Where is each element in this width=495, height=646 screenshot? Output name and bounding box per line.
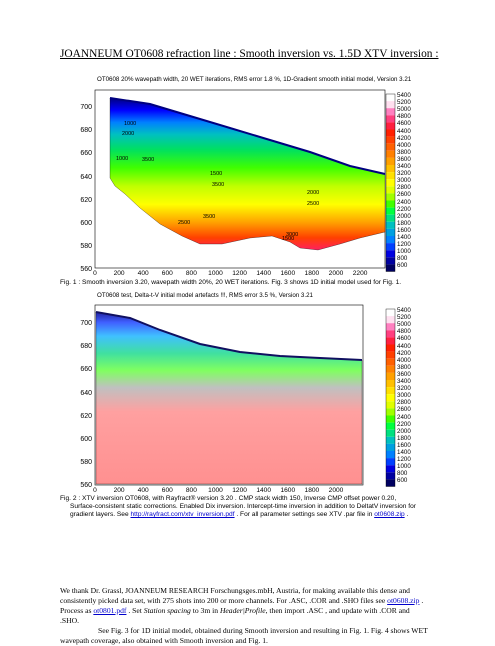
fig2-y-tick-label: 700 <box>80 320 92 327</box>
colorbar-swatch <box>386 201 395 208</box>
fig1-x-tick-label: 800 <box>185 270 197 277</box>
colorbar-swatch <box>386 144 395 151</box>
body-text <box>60 586 480 646</box>
colorbar-swatch <box>386 172 395 179</box>
fig1-colorbar-label: 3200 <box>397 170 411 178</box>
fig2-y-tick-label: 580 <box>80 459 92 467</box>
colorbar-swatch <box>386 352 395 359</box>
fig2-x-tick-label: 1600 <box>280 487 296 494</box>
fig2-colorbar-label: 2600 <box>397 406 411 414</box>
fig1-contour-label: 2500 <box>178 220 191 226</box>
fig2-colorbar-label: 2800 <box>397 399 411 407</box>
fig1-x-tick-label: 0 <box>93 270 97 277</box>
colorbar-swatch <box>386 401 395 408</box>
colorbar-swatch <box>386 373 395 380</box>
fig1-contour-label: 3500 <box>212 182 225 188</box>
colorbar-swatch <box>386 359 395 366</box>
colorbar-swatch <box>386 236 395 243</box>
fig2-title: OT0608 test, Delta-t-V initial model artefacts !!!, RMS error 3.5 %, Version 3.21 <box>97 292 313 299</box>
colorbar-swatch <box>386 222 395 229</box>
fig1-contour-label: 2500 <box>307 201 320 207</box>
colorbar-swatch <box>386 408 395 415</box>
fig2-colorbar-label: 800 <box>397 470 408 478</box>
fig2-x-tick-label: 1400 <box>256 487 272 494</box>
fig2-colorbar-label: 1000 <box>397 463 411 471</box>
fig1-colorbar-label: 4200 <box>397 134 411 142</box>
fig2-colorbar-label: 2200 <box>397 420 411 428</box>
ot0608-zip-link-2[interactable]: ot0608.zip <box>387 596 420 605</box>
colorbar-swatch <box>386 257 395 264</box>
paragraph-line: .SHO. <box>60 616 79 625</box>
ot0801-pdf-link[interactable]: ot0801.pdf <box>93 606 127 615</box>
colorbar-swatch <box>386 479 395 486</box>
fig1-x-tick-label: 400 <box>137 270 149 277</box>
caption-text: . For all parameter settings see XTV .par file in <box>234 511 375 518</box>
colorbar-swatch <box>386 330 395 337</box>
fig1-colorbar <box>386 94 395 272</box>
page-title: JOANNEUM OT0608 refraction line : Smooth inversion vs. 1.5D XTV inversion : <box>60 48 439 60</box>
fig1-y-tick-label: 660 <box>80 150 92 158</box>
fig2-x-tick-label: 400 <box>137 487 149 494</box>
colorbar-swatch <box>386 122 395 129</box>
fig2-colorbar-label: 4400 <box>397 342 411 350</box>
colorbar-swatch <box>386 380 395 387</box>
fig1-colorbar-label: 4000 <box>397 141 411 149</box>
colorbar-swatch <box>386 229 395 236</box>
paragraph-line: See Fig. 3 for 1D initial model, obtained during Smooth inversion and resulting in Fig. 1. Fig. 4 shows WET <box>98 626 428 635</box>
fig1-x-tick-label: 2000 <box>328 270 344 277</box>
text-run: Process as <box>60 606 94 615</box>
text-run: consistently picked data set, with 275 shots into 200 or more channels. For .ASC, .COR and .SHO files see <box>60 596 388 605</box>
colorbar-swatch <box>386 472 395 479</box>
fig2-y-tick-label: 660 <box>80 366 92 374</box>
colorbar-swatch <box>386 416 395 423</box>
colorbar-swatch <box>386 130 395 137</box>
fig2-colorbar-label: 5200 <box>397 314 411 322</box>
text-run: . <box>419 596 424 605</box>
fig1-x-tick-label: 1200 <box>232 270 247 277</box>
text-run: Header|Profile <box>219 606 266 615</box>
fig1-contour-label: 3000 <box>286 232 299 238</box>
fig1-colorbar-label: 1400 <box>397 234 411 241</box>
paragraph-line: wavepath coverage, also obtained with Smooth inversion and Fig. 1. <box>60 636 268 645</box>
fig2-x-tick-label: 600 <box>161 487 173 494</box>
fig1-colorbar-label: 800 <box>397 255 408 263</box>
fig2-colorbar-label: 1800 <box>397 434 411 442</box>
colorbar-swatch <box>386 215 395 222</box>
colorbar-swatch <box>386 243 395 250</box>
colorbar-swatch <box>386 451 395 458</box>
colorbar-swatch <box>386 115 395 122</box>
colorbar-swatch <box>386 309 395 316</box>
fig1-colorbar-label: 2000 <box>397 212 411 220</box>
fig1-colorbar-label: 2800 <box>397 184 411 192</box>
colorbar-swatch <box>386 250 395 257</box>
fig1-title: OT0608 20% wavepath width, 20 WET iterations, RMS error 1.8 %, 1D-Gradient smooth initial model, Version 3.21 <box>97 76 412 83</box>
fig2-x-tick-label: 200 <box>113 487 125 494</box>
fig2-colorbar-label: 2400 <box>397 413 411 421</box>
colorbar-swatch <box>386 137 395 144</box>
fig2-caption-line-3 <box>70 511 480 519</box>
fig1-colorbar-label: 3400 <box>397 163 411 170</box>
colorbar-swatch <box>386 208 395 215</box>
fig1-x-tick-label: 2200 <box>352 270 368 277</box>
fig1-colorbar-label: 3600 <box>397 155 411 163</box>
xtv-inversion-link[interactable]: http://rayfract.com/xtv_inversion.pdf <box>130 511 235 518</box>
fig1-colorbar-label: 1600 <box>397 226 411 234</box>
fig1-y-tick-label: 580 <box>80 243 92 251</box>
fig1-x-tick-label: 600 <box>161 270 173 277</box>
paragraph-line <box>60 606 480 616</box>
fig2-colorbar <box>386 309 395 487</box>
fig2-colorbar-label: 600 <box>397 477 408 485</box>
fig1-colorbar-label: 2200 <box>397 205 411 213</box>
fig1-colorbar-label: 3800 <box>397 148 411 156</box>
fig1-colorbar-label: 2600 <box>397 191 411 199</box>
fig1-x-tick-label: 1800 <box>304 270 320 277</box>
colorbar-swatch <box>386 94 395 101</box>
fig1-y-tick-label: 700 <box>80 104 92 111</box>
fig1-y-tick-label: 640 <box>80 173 92 181</box>
colorbar-swatch <box>386 151 395 158</box>
colorbar-swatch <box>386 186 395 193</box>
fig1-colorbar-label: 1200 <box>397 241 411 249</box>
fig1-colorbar-label: 4600 <box>397 120 411 128</box>
text-run: . Set <box>126 606 144 615</box>
fig1-contour-label: 1000 <box>116 156 129 162</box>
colorbar-swatch <box>386 179 395 186</box>
fig1-x-tick-label: 1000 <box>208 270 223 277</box>
fig1-contour-label: 2000 <box>307 190 320 196</box>
fig2-colorbar-label: 3800 <box>397 363 411 371</box>
colorbar-swatch <box>386 316 395 323</box>
fig2-colorbar-label: 3400 <box>397 378 411 385</box>
fig2-y-tick-label: 680 <box>80 343 92 351</box>
fig1-contour-label: 1500 <box>210 171 223 177</box>
fig2-colorbar-label: 4800 <box>397 328 411 336</box>
fig2-colorbar-label: 3600 <box>397 370 411 378</box>
fig2-colorbar-label: 3200 <box>397 385 411 393</box>
fig1-contour-label: 3500 <box>142 157 155 163</box>
colorbar-swatch <box>386 264 395 271</box>
fig2-colorbar-label: 4000 <box>397 356 411 364</box>
colorbar-swatch <box>386 165 395 172</box>
fig1-contour-label: 3500 <box>203 214 216 220</box>
fig1-x-tick-label: 200 <box>113 270 125 277</box>
fig1-y-tick-label: 600 <box>80 220 92 227</box>
fig2-x-tick-label: 2000 <box>328 487 344 494</box>
fig2-colorbar-label: 2000 <box>397 427 411 435</box>
fig2-y-tick-label: 600 <box>80 436 92 443</box>
fig1-colorbar-label: 5200 <box>397 99 411 107</box>
colorbar-swatch <box>386 465 395 472</box>
caption-text: gradient layers. See <box>70 511 131 518</box>
text-run: to 3m in <box>190 606 220 615</box>
fig1-contour-label: 1000 <box>124 121 137 127</box>
fig1-colorbar-label: 3000 <box>397 177 411 185</box>
fig2-x-tick-label: 800 <box>185 487 197 494</box>
fig1-colorbar-label: 1800 <box>397 219 411 227</box>
fig2-y-tick-label: 620 <box>80 412 92 420</box>
text-run: Station spacing <box>143 606 191 615</box>
fig2-y-tick-label: 640 <box>80 389 92 397</box>
fig1-x-tick-label: 1400 <box>256 270 272 277</box>
colorbar-swatch <box>386 430 395 437</box>
fig2-colorbar-label: 1400 <box>397 449 411 456</box>
colorbar-swatch <box>386 458 395 465</box>
fig2-colorbar-label: 4600 <box>397 335 411 343</box>
colorbar-swatch <box>386 444 395 451</box>
fig1-contour-label: 1500 <box>282 236 295 242</box>
fig1-y-tick-label: 560 <box>80 266 92 274</box>
fig2-x-tick-label: 1800 <box>304 487 320 494</box>
fig1-colorbar-label: 1000 <box>397 248 411 256</box>
fig1-y-tick-label: 680 <box>80 127 92 135</box>
fig1-y-tick-label: 620 <box>80 196 92 204</box>
colorbar-swatch <box>386 423 395 430</box>
fig1-caption: Fig. 1 : Smooth inversion 3.20, wavepath width 20%, 20 WET iterations. Fig. 3 shows 1D initial model used for Fig. 1. <box>60 279 402 286</box>
fig2-x-tick-label: 1200 <box>232 487 247 494</box>
paragraph-line <box>60 596 480 606</box>
colorbar-swatch <box>386 158 395 165</box>
colorbar-swatch <box>386 108 395 115</box>
fig1-colorbar-label: 5000 <box>397 106 411 114</box>
fig1-colorbar-label: 4400 <box>397 127 411 135</box>
colorbar-swatch <box>386 437 395 444</box>
caption-text: . <box>404 511 409 518</box>
fig2-colorbar-label: 4200 <box>397 349 411 357</box>
fig1-colorbar-label: 2400 <box>397 198 411 206</box>
colorbar-swatch <box>386 337 395 344</box>
colorbar-swatch <box>386 394 395 401</box>
fig2-colorbar-label: 5000 <box>397 321 411 329</box>
colorbar-swatch <box>386 366 395 373</box>
fig1-colorbar-label: 600 <box>397 262 408 270</box>
fig2-caption-line-1: Fig. 2 : XTV inversion OT0608, with Rayfract® version 3.20 . CMP stack width 150, Inverse CMP offset power 0.20, <box>60 495 397 502</box>
fig2-caption <box>60 495 480 519</box>
colorbar-swatch <box>386 323 395 330</box>
fig1-colorbar-label: 5400 <box>397 92 411 99</box>
text-run: , then import .ASC , and update with .COR and <box>265 606 410 615</box>
fig2-colorbar-label: 1600 <box>397 441 411 449</box>
fig2-y-tick-label: 560 <box>80 482 92 490</box>
fig2-colorbar-label: 1200 <box>397 456 411 464</box>
paragraph-line: We thank Dr. Grassl, JOANNEUM RESEARCH Forschungsges.mbH, Austria, for making available this dense and <box>60 586 410 595</box>
fig1-contour-label: 2000 <box>122 131 135 137</box>
fig2-x-tick-label: 0 <box>93 487 97 494</box>
colorbar-swatch <box>386 193 395 200</box>
fig1-colorbar-label: 4800 <box>397 113 411 121</box>
colorbar-swatch <box>386 101 395 108</box>
fig2-caption-line-2: Surface-consistent static corrections. Enabled Dix inversion. Intercept-time inversion in addition to DeltatV inversion for <box>70 503 416 510</box>
fig2-colorbar-label: 5400 <box>397 307 411 314</box>
ot0608-zip-link[interactable]: ot0608.zip <box>374 511 405 518</box>
fig2-x-tick-label: 1000 <box>208 487 223 494</box>
fig1-x-tick-label: 1600 <box>280 270 296 277</box>
colorbar-swatch <box>386 345 395 352</box>
fig2-colorbar-label: 3000 <box>397 392 411 400</box>
colorbar-swatch <box>386 387 395 394</box>
